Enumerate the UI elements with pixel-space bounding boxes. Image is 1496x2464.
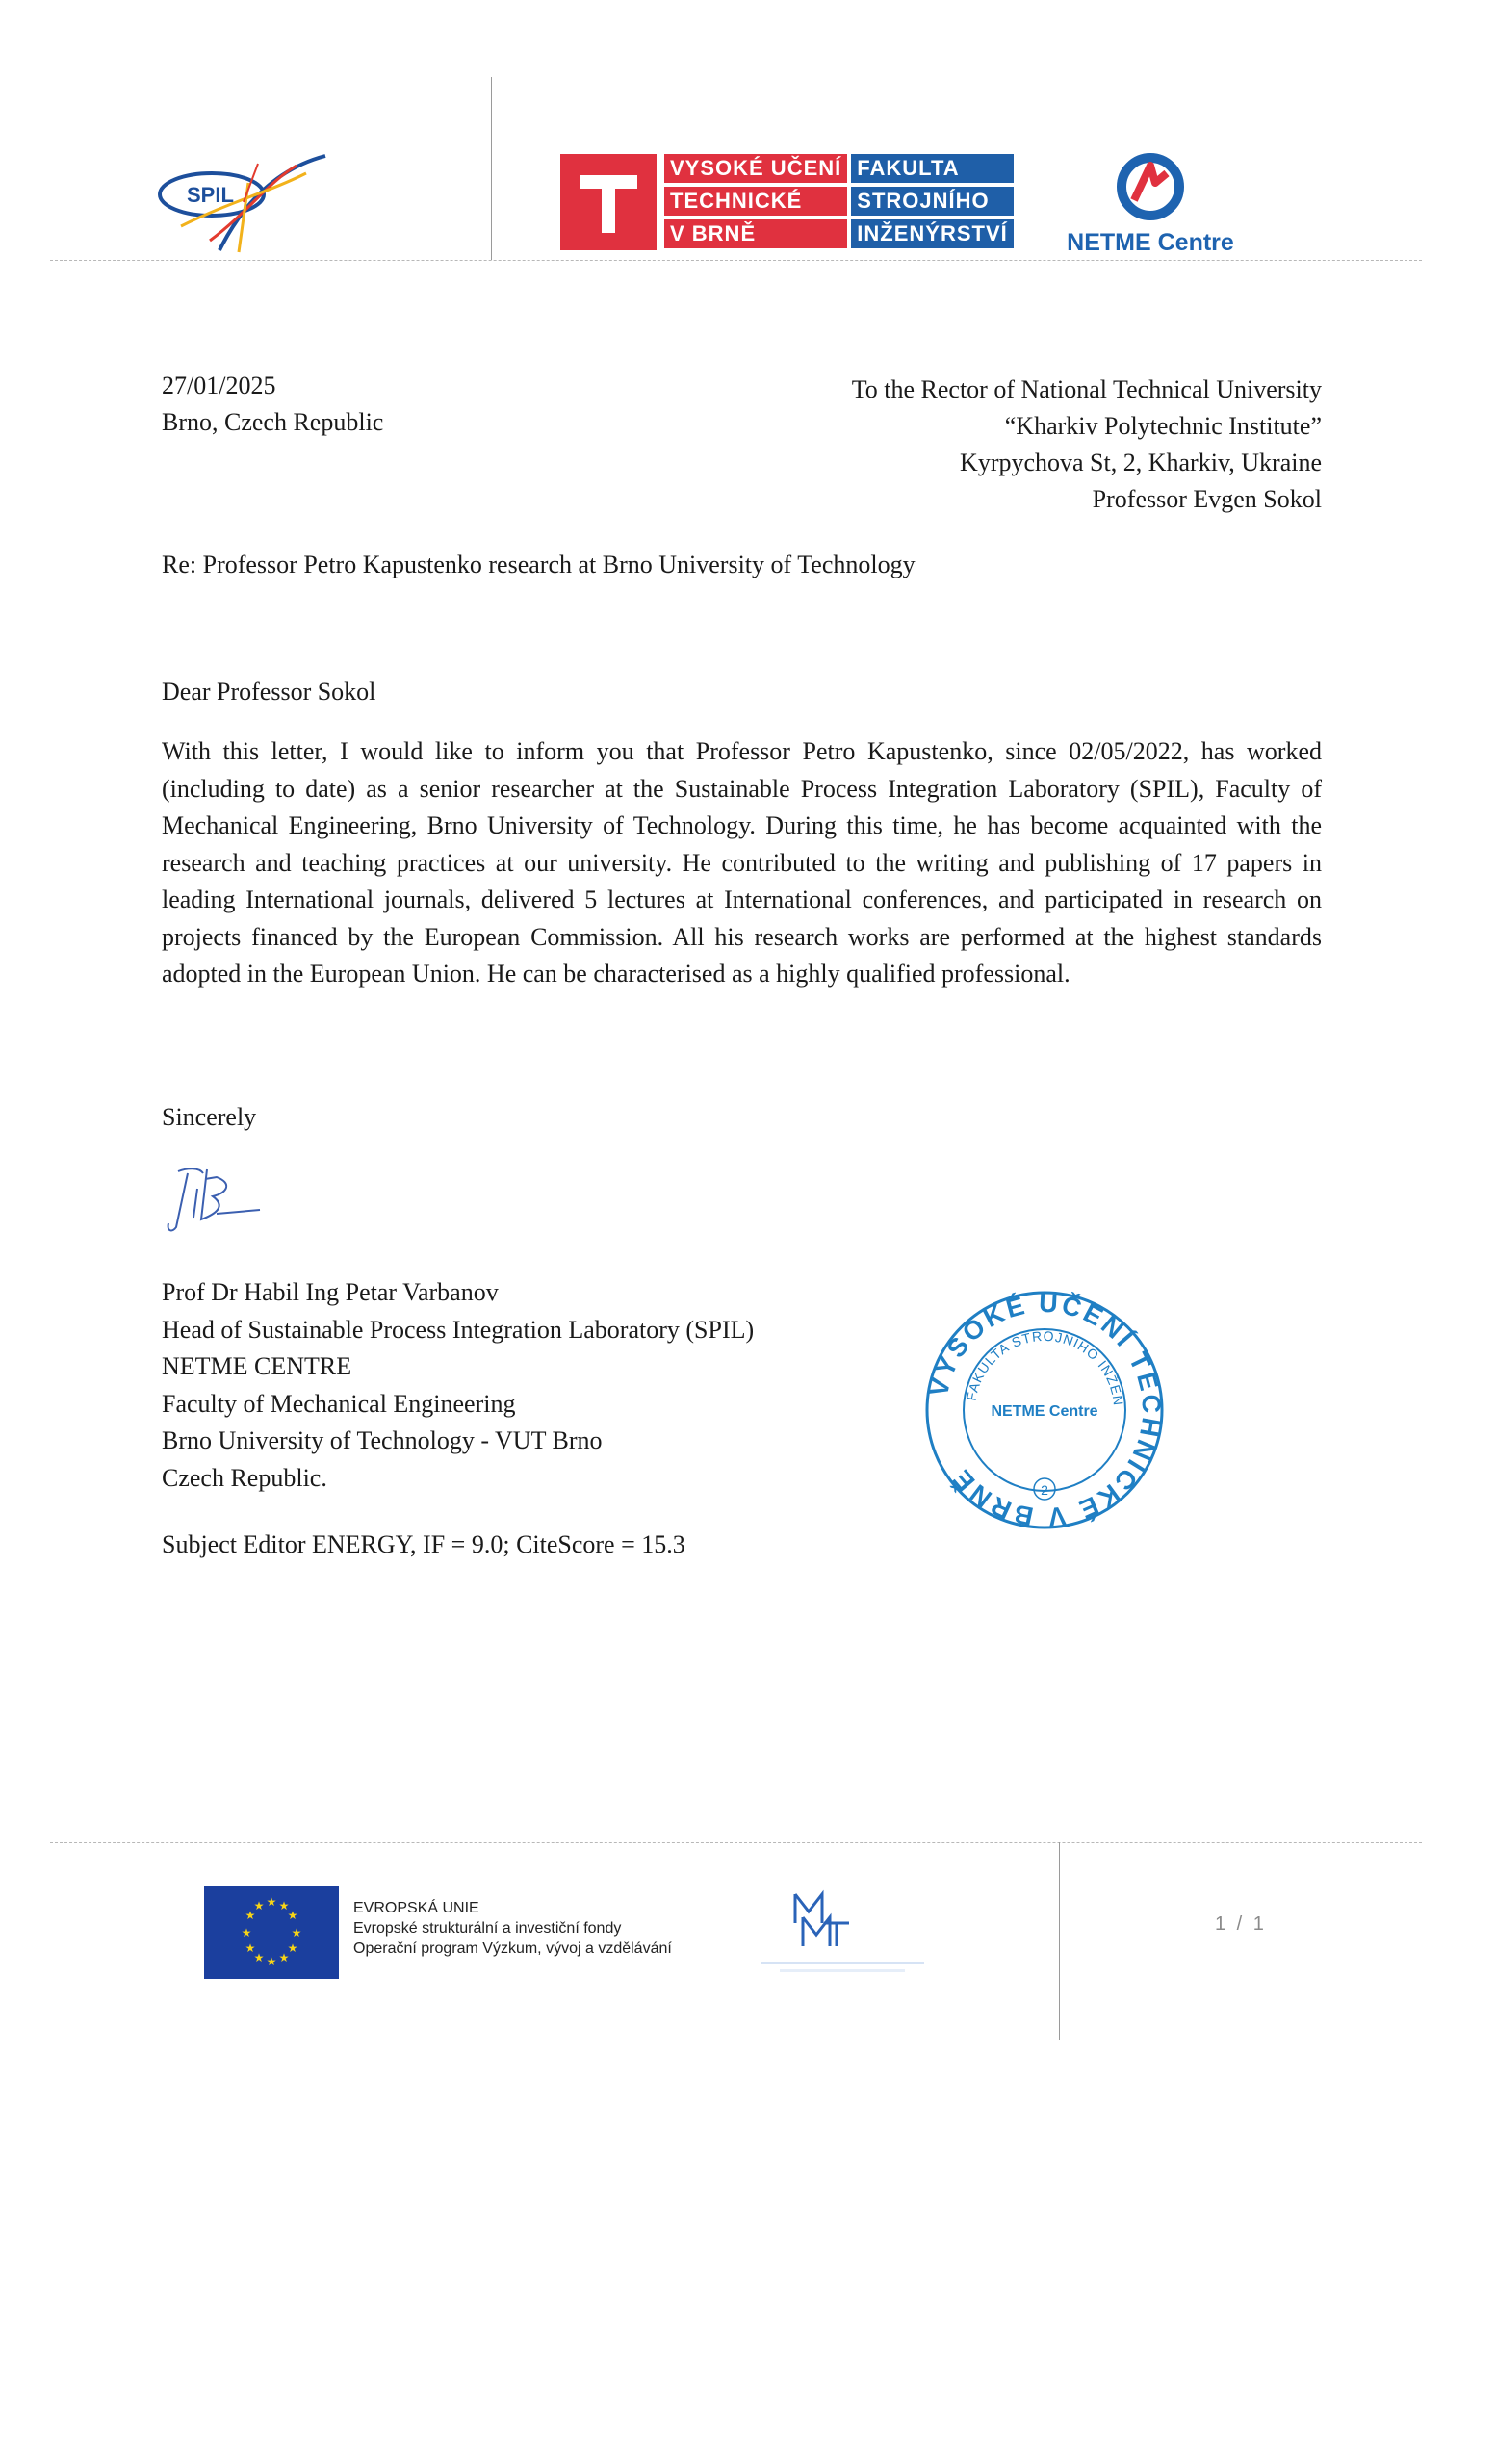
vut-t-mark (560, 154, 657, 250)
svg-text:★: ★ (291, 1926, 302, 1939)
netme-emblem-icon (1059, 144, 1242, 231)
footer-divider (1059, 1842, 1060, 2040)
letter-date: 27/01/2025 (162, 372, 276, 399)
svg-text:★: ★ (278, 1899, 290, 1912)
recipient-line: “Kharkiv Polytechnic Institute” (1004, 412, 1322, 440)
svg-text:★: ★ (278, 1951, 290, 1964)
signature-line: Czech Republic. (162, 1463, 327, 1492)
signature-line: Head of Sustainable Process Integration Laboratory (SPIL) (162, 1315, 755, 1344)
signature-line: Prof Dr Habil Ing Petar Varbanov (162, 1278, 499, 1306)
vut-cell: V BRNĚ (664, 219, 847, 248)
eu-funding-text (353, 1898, 672, 1959)
eu-line: EVROPSKÁ UNIE (353, 1900, 479, 1916)
spil-logo-text: SPIL (187, 183, 234, 207)
svg-text:★: ★ (287, 1941, 298, 1955)
letter-closing: Sincerely (162, 1103, 257, 1131)
svg-text:★: ★ (245, 1941, 256, 1955)
vut-cell: VYSOKÉ UČENÍ (664, 154, 847, 183)
vut-cell: STROJNÍHO (851, 187, 1013, 216)
svg-text:★: ★ (266, 1955, 277, 1968)
recipient-line: To the Rector of National Technical University (851, 375, 1322, 403)
letter-salutation: Dear Professor Sokol (162, 678, 376, 706)
handwritten-signature (159, 1160, 274, 1237)
eu-line: Evropské strukturální a investiční fondy (353, 1920, 622, 1937)
footer-rule (50, 1842, 1422, 1843)
vut-cell: FAKULTA (851, 154, 1013, 183)
spil-logo (152, 144, 345, 265)
official-stamp (919, 1285, 1170, 1535)
vut-cell: TECHNICKÉ (664, 187, 847, 216)
netme-logo (1059, 144, 1242, 260)
letter-place: Brno, Czech Republic (162, 408, 384, 436)
letter-body: With this letter, I would like to inform you that Professor Petro Kapustenko, since 02/05/2022, has worked (including to date) as a senior researcher at the Sustainable Process Integration Laboratory (SPIL), Faculty of Mechanical Engineering, Brno University of Technology. During this time, he has become acquainted with the research and teaching practices at our university. He contributed to the writing and publishing of 17 papers in leading International journals, delivered 5 lectures at International conferences, and participated in research on projects financed by the European Commission. All his research works are performed at the highest standards adopted in the European Union. He can be characterised as a highly qualified professional. (162, 737, 1322, 988)
stamp-number: 2 (1041, 1482, 1048, 1498)
eu-flag-icon (204, 1886, 339, 1979)
svg-text:★: ★ (241, 1926, 252, 1939)
vut-cell: INŽENÝRSTVÍ (851, 219, 1013, 248)
vut-fsi-logo (560, 154, 1008, 250)
svg-text:★: ★ (253, 1899, 265, 1912)
signature-line: Faculty of Mechanical Engineering (162, 1389, 516, 1418)
stamp-outer-text: VYSOKÉ UČENÍ TECHNICKÉ V BRNĚ (923, 1288, 1167, 1532)
letter-subject: Re: Professor Petro Kapustenko research at Brno University of Technology (162, 551, 916, 578)
eu-line: Operační program Výzkum, vývoj a vzdělávání (353, 1940, 672, 1957)
stamp-center-text: NETME Centre (991, 1403, 1098, 1420)
svg-text:★: ★ (287, 1909, 298, 1922)
editor-note: Subject Editor ENERGY, IF = 9.0; CiteScore = 15.3 (162, 1530, 685, 1558)
vut-text-grid (664, 154, 1014, 248)
netme-logo-text: NETME Centre (1067, 229, 1234, 256)
signature-block (162, 1274, 754, 1497)
recipient-line: Professor Evgen Sokol (1092, 485, 1322, 513)
signature-line: Brno University of Technology - VUT Brno (162, 1426, 603, 1454)
svg-text:★: ★ (266, 1895, 277, 1909)
svg-text:★: ★ (245, 1909, 256, 1922)
svg-text:★: ★ (253, 1951, 265, 1964)
header-divider (491, 77, 492, 260)
recipient-line: Kyrpychova St, 2, Kharkiv, Ukraine (960, 449, 1322, 476)
page-number: 1 / 1 (1215, 1913, 1267, 1935)
stamp-inner-text: FAKULTA STROJNÍHO INŽEN (963, 1327, 1127, 1407)
msmt-logo (761, 1885, 924, 1976)
signature-line: NETME CENTRE (162, 1352, 352, 1380)
